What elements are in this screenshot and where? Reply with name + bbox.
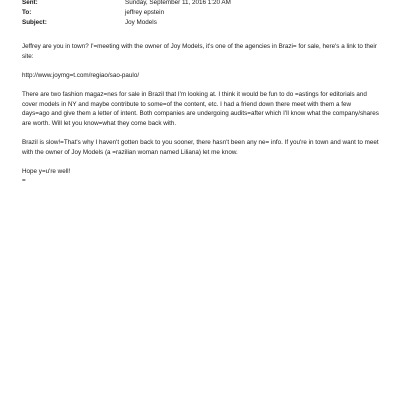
body-trailing-char: = [22, 177, 26, 185]
subject-value: Joy Models [125, 19, 157, 26]
body-paragraph-brazil: Brazil is slow!=That's why I haven't gotten back to you sooner, there hasn't been any ne= info. If you're in town and want to meet with the owner of Joy Models (a =razilian woman named Liliana) let me know. [22, 138, 379, 156]
body-link: http://www.joymg=t.com/regiao/sao-paulo/ [22, 71, 140, 79]
sent-row [22, 0, 382, 8]
to-label: To: [22, 9, 32, 16]
subject-label: Subject: [22, 19, 47, 26]
email-body [22, 42, 380, 186]
subject-row [22, 18, 382, 28]
body-paragraph-intro: Jeffrey are you in town? I'=meeting with the owner of Joy Models, it's one of the agencies in Brazi= for sale, here's a link to their site: [22, 43, 377, 60]
sent-value: Sunday, September 11, 2016 1:20 AM [125, 0, 231, 6]
to-row [22, 8, 382, 18]
body-signoff: Hope y=u're well! [22, 167, 71, 175]
body-paragraph-magazines: There are two fashion magaz=nes for sale in Brazil that I'm looking at. I think it would be fun to do =astings for editorials and cover models in NY and maybe contribute to some=of the content, etc. I had a friend down there meet with them a few days=ago and give them a letter of intent. Both companies are undergoing audits=after which I'll know what the company/shares are worth. Will let you know=what they come back with. [22, 90, 379, 127]
to-value: jeffrey epstein [125, 9, 165, 16]
email-header [22, 0, 382, 28]
sent-label: Sent: [22, 0, 38, 6]
